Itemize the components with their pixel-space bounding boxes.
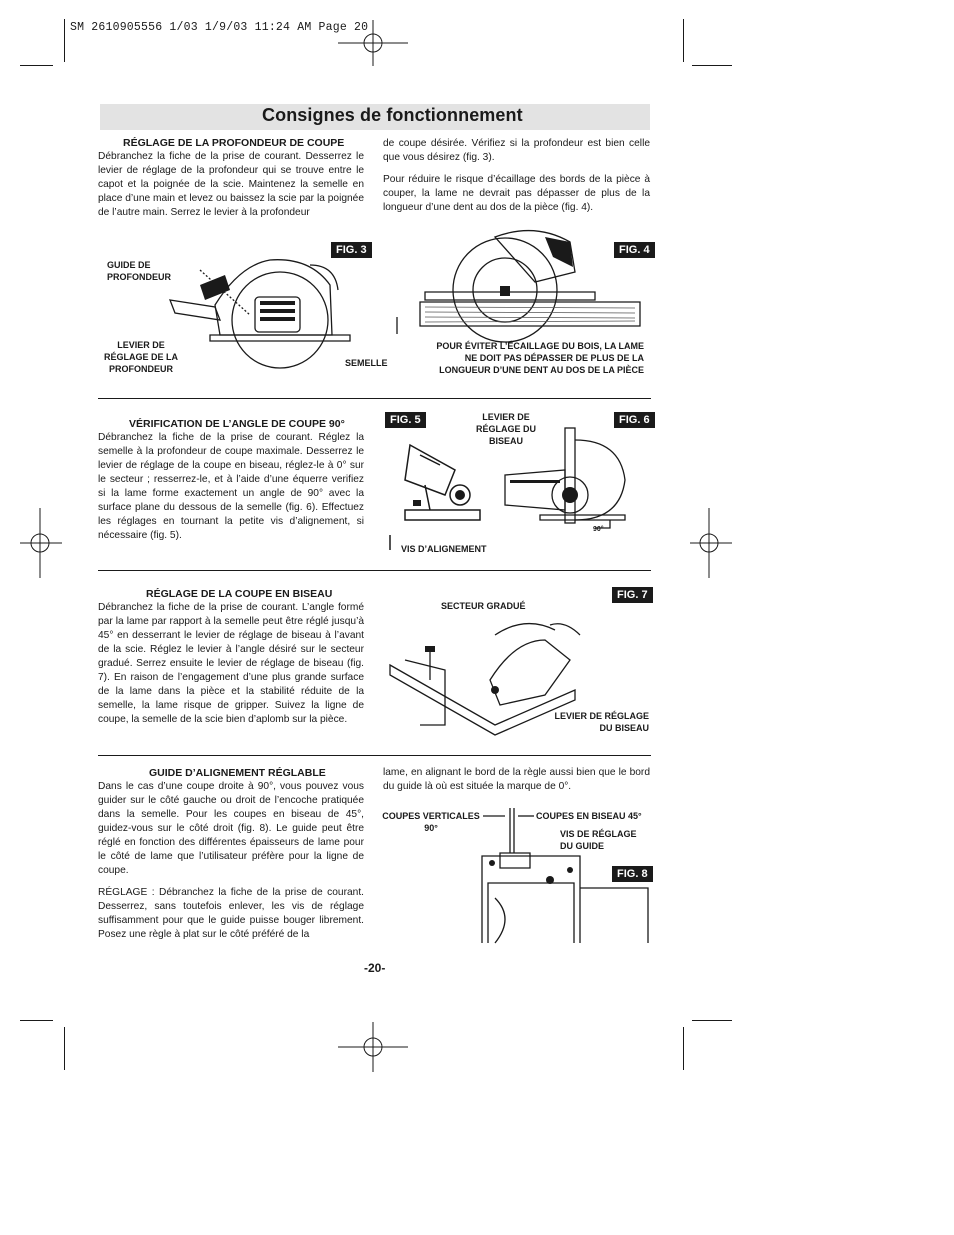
guide-heading: GUIDE D’ALIGNEMENT RÉGLABLE — [149, 767, 326, 779]
fig7-lever-line1: LEVIER DE RÉGLAGE — [554, 711, 649, 721]
section-divider — [98, 570, 651, 571]
guide-text-col1 — [98, 780, 364, 950]
page-number: -20- — [364, 961, 386, 975]
print-slug: SM 2610905556 1/03 1/9/03 11:24 AM Page 20 — [70, 21, 369, 34]
fig7-label: FIG. 7 — [612, 587, 653, 603]
fig3-lever-line3: PROFONDEUR — [108, 364, 173, 374]
fig6-angle-label: 90° — [593, 526, 604, 533]
fig8-callout-bevel: COUPES EN BISEAU 45° — [536, 811, 642, 821]
fig4-note-line1: POUR ÉVITER L’ÉCAILLAGE DU BOIS, LA LAME — [436, 341, 644, 351]
fig4-note-line3: LONGUEUR D’UNE DENT AU DOS DE LA PIÈCE — [439, 365, 644, 375]
page-title: Consignes de fonctionnement — [262, 105, 523, 125]
depth-heading: RÉGLAGE DE LA PROFONDEUR DE COUPE — [123, 137, 345, 149]
fig4-note-line2: NE DOIT PAS DÉPASSER DE PLUS DE LA — [464, 353, 644, 363]
fig3-lever-line1: LEVIER DE — [117, 340, 165, 350]
fig8-label: FIG. 8 — [612, 866, 653, 882]
fig6-lever-line2: RÉGLAGE DU — [475, 424, 536, 434]
fig8-callout-vertical — [379, 810, 483, 834]
fig5-label: FIG. 5 — [385, 412, 426, 428]
fig6-lever-line3: BISEAU — [488, 436, 523, 446]
guide-text-p2: RÉGLAGE : Débranchez la fiche de la prise de courant. Desserrez, sans toutefois enlever, les vis de réglage suffisamment pour que le guide puisse bouger librement. Posez une règle à plat sur le côté préféré de la — [98, 887, 364, 940]
fig6-saw-illustration — [500, 420, 640, 535]
fig7-callout-secteur: SECTEUR GRADUÉ — [441, 601, 526, 611]
fig8-vis-line2: DU GUIDE — [560, 841, 605, 851]
fig5-callout-vis: VIS D’ALIGNEMENT — [401, 544, 487, 554]
fig4-note — [422, 340, 644, 376]
depth-text-p1: de coupe désirée. Vérifiez si la profondeur est bien celle que vous désirez (fig. 3). — [383, 138, 650, 163]
fig8-vis-line1: VIS DE RÉGLAGE — [560, 829, 637, 839]
fig3-label: FIG. 3 — [331, 242, 372, 258]
guide-text-col2: lame, en alignant le bord de la règle aussi bien que le bord du guide là où est située la marque de 0°. — [383, 767, 650, 792]
depth-text-p2: Pour réduire le risque d’écaillage des bords de la pièce à couper, la lame ne devrait pas dépasser de plus de la longueur d’une dent au dos de la pièce (fig. 4). — [383, 174, 650, 213]
section-divider — [98, 398, 651, 399]
fig3-saw-illustration — [160, 245, 360, 375]
fig3-callout-semelle: SEMELLE — [345, 358, 388, 368]
fig7-lever-line2: DU BISEAU — [599, 723, 649, 733]
fig6-lever-line1: LEVIER DE — [482, 412, 530, 422]
fig3-lever-line2: RÉGLAGE DE LA — [103, 352, 178, 362]
bevel-heading: RÉGLAGE DE LA COUPE EN BISEAU — [146, 588, 333, 600]
depth-text-col1: Débranchez la fiche de la prise de courant. Desserrez le levier de réglage de la profondeur qui se trouve entre le capot et la poignée de la scie. Maintenez la semelle en place d’une main et levez ou baissez la scie par la poignée de l’autre main. Serrez le levier à la profondeur — [98, 151, 364, 218]
section-divider — [98, 755, 651, 756]
angle-text: Débranchez la fiche de la prise de courant. Réglez la semelle à la profondeur de coupe maximale. Desserrez le levier de réglage de la coupe en biseau, réglez-le à 0° sur le secteur ; resserrez-le, et à l’aide d’une équerre verifiez si la lame forme exactement un angle de 90° avec la surface plane du dessous de la semelle (fig. 6). Effectuez les réglages en tournant la petite vis d’alignement, si nécessaire (fig. 5). — [98, 432, 364, 541]
depth-text-col2 — [383, 137, 650, 223]
guide-text-p1: Dans le cas d’une coupe droite à 90°, vous pouvez vous guider sur le côté gauche ou droit de l’encoche pratiquée dans la semelle. Pour les coupes en biseau de 45°, guidez-vous sur le côté droit (fig. 8). Le guide peut être réglé en fonction des différentes épaisseurs de lame pour le côté de lame que l’utilisateur préfère pour la ligne de coupe. — [98, 781, 364, 876]
fig4-saw-illustration — [385, 222, 650, 342]
fig7-callout-lever — [550, 710, 649, 734]
fig3-guide-line1: GUIDE DE — [107, 260, 151, 270]
fig8-guide-illustration — [470, 808, 650, 946]
bevel-text: Débranchez la fiche de la prise de courant. L’angle formé par la lame par rapport à la semelle peut être réglé jusqu’à 45° en desserrant le levier de réglage de biseau à l’avant de la scie. Réglez le levier à l’angle désiré sur le secteur gradué. Serrez ensuite le levier de réglage de biseau (fig. 7). En raison de l’engagement d’une plus grande surface de la lame dans la pièce et la stabilité réduite de la semelle, la lame risque de gripper. Suivez la ligne de coupe, la semelle de la scie bien d’aplomb sur la pièce. — [98, 602, 364, 725]
fig6-label: FIG. 6 — [614, 412, 655, 428]
fig4-label: FIG. 4 — [614, 242, 655, 258]
fig3-callout-guide — [107, 259, 171, 283]
fig3-callout-lever — [103, 339, 179, 375]
angle-heading: VÉRIFICATION DE L’ANGLE DE COUPE 90° — [129, 418, 345, 430]
fig8-vertical-line2: 90° — [424, 823, 438, 833]
fig3-guide-line2: PROFONDEUR — [107, 272, 172, 282]
fig8-vertical-line1: COUPES VERTICALES — [382, 811, 480, 821]
